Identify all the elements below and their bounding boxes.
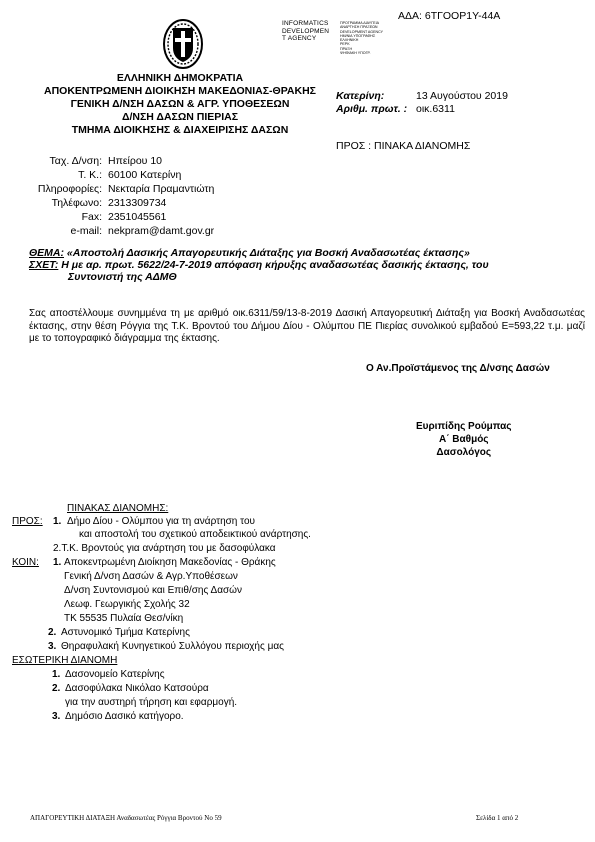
contact-label: e-mail: — [70, 225, 102, 237]
list-item: και αποστολή του σχετικού αποδεικτικού ανάρτησης. — [79, 529, 311, 540]
informatics-logo — [282, 20, 329, 43]
contact-label: Πληροφορίες: — [37, 183, 102, 195]
greek-emblem-icon — [162, 18, 204, 70]
list-item: Δημόσιο Δασικό κατήγορο. — [65, 711, 184, 722]
signature-block — [416, 420, 511, 459]
list-item: Αποκεντρωμένη Διοίκηση Μακεδονίας - Θράκης — [64, 557, 276, 568]
reference-text: Η με αρ. πρωτ. 5622/24-7-2019 απόφαση κήρυξης αναδασωτέας δασικής έκτασης, του — [61, 259, 489, 271]
signatory-name: Ευριπίδης Ρούμπας — [416, 421, 512, 432]
authority-header — [30, 72, 330, 137]
list-item: Δ/νση Συντονισμού και Επιθ/σης Δασών — [64, 585, 242, 596]
signatory-grade: Α΄ Βαθμός — [438, 434, 489, 445]
subject-text: «Αποστολή Δασικής Απαγορευτικής Διάταξης για Βοσκή Αναδασωτέας έκτασης» — [66, 247, 470, 259]
protocol-value: οικ.6311 — [416, 103, 455, 115]
list-item: 2.Τ.Κ. Βροντούς για ανάρτηση του με δασοφύλακα — [53, 543, 276, 554]
list-number: 1. — [53, 516, 62, 527]
header-line: ΕΛΛΗΝΙΚΗ ΔΗΜΟΚΡΑΤΙΑ — [116, 72, 244, 84]
header-line: Δ/ΝΣΗ ΔΑΣΩΝ ΠΙΕΡΙΑΣ — [121, 111, 239, 123]
list-item: Δασονομείο Κατερίνης — [65, 669, 165, 680]
list-item: Δήμο Δίου - Ολύμπου για τη ανάρτηση του — [67, 516, 255, 527]
header-line: ΑΠΟΚΕΝΤΡΩΜΕΝΗ ΔΙΟΙΚΗΣΗ ΜΑΚΕΔΟΝΙΑΣ-ΘΡΑΚΗΣ — [44, 85, 316, 97]
protocol-label: Αριθμ. πρωτ. : — [336, 103, 408, 115]
date-label: Κατερίνη: — [336, 90, 385, 102]
pros-label: ΠΡΟΣ: — [12, 516, 43, 527]
logo-small-line: ΗΜ/ΝΙΑ ΥΠΟΓΡΑΦΗΣ — [340, 33, 376, 38]
list-item: για την αυστηρή τήρηση και εφαρμογή. — [65, 697, 238, 708]
logo-small-line: ΕΛΛΗΝΙΚΗ — [340, 38, 359, 43]
logo-line: DEVELOPMEN — [282, 27, 330, 35]
reference-text-cont: Συντονιστή της ΑΔΜΘ — [68, 271, 177, 283]
koin-label: ΚΟΙΝ: — [12, 557, 39, 568]
header-line: ΓΕΝΙΚΗ Δ/ΝΣΗ ΔΑΣΩΝ & ΑΓΡ. ΥΠΟΘΕΣΕΩΝ — [70, 98, 290, 110]
list-number: 2. — [48, 627, 57, 638]
logo-line: INFORMATICS — [282, 20, 329, 27]
list-item: Αστυνομικό Τμήμα Κατερίνης — [61, 627, 190, 638]
recipient-line: ΠΡΟΣ : ΠΙΝΑΚΑ ΔΙΑΝΟΜΗΣ — [336, 140, 471, 152]
footer-page-number: Σελίδα 1 από 2 — [476, 814, 519, 822]
contact-label: Fax: — [81, 211, 102, 223]
header-line: ΤΜΗΜΑ ΔΙΟΙΚΗΣΗΣ & ΔΙΑΧΕΙΡΙΣΗΣ ΔΑΣΩΝ — [71, 124, 289, 136]
list-number: 2. — [52, 683, 61, 694]
logo-small-line: DEVELOPMENT AGENCY — [340, 29, 384, 34]
list-number: 1. — [52, 669, 61, 680]
contact-block — [30, 154, 214, 238]
email-link[interactable]: nekpram@damt.gov.gr — [108, 225, 215, 237]
list-item: Γενική Δ/νση Δασών & Αγρ.Υποθέσεων — [64, 571, 238, 582]
informatics-logo-small-text — [340, 21, 383, 55]
distribution-title: ΠΙΝΑΚΑΣ ΔΙΑΝΟΜΗΣ: — [67, 503, 169, 514]
subject-block — [29, 247, 489, 283]
footer-document-name: ΑΠΑΓΟΡΕΥΤΙΚΗ ΔΙΑΤΑΞΗ Αναδασωτέας Ρόγγια Βροντού Νο 59 — [30, 814, 222, 822]
date-value: 13 Αυγούστου 2019 — [416, 90, 508, 102]
contact-value: Ηπείρου 10 — [108, 155, 162, 167]
contact-value: 60100 Κατερίνη — [108, 169, 182, 181]
contact-label: Ταχ. Δ/νση: — [49, 155, 102, 167]
list-item: Λεωφ. Γεωργικής Σχολής 32 — [64, 599, 190, 610]
contact-value: 2351045561 — [108, 211, 167, 223]
logo-small-line: ΨΗΦΙΑΚΗ ΥΠΟΓΡ. — [340, 51, 371, 56]
list-number: 3. — [48, 641, 57, 652]
subject-key: ΘΕΜΑ: — [29, 247, 64, 259]
body-paragraph: Σας αποστέλλουμε συνημμένα τη με αριθμό οικ.6311/59/13-8-2019 Δασική Απαγορευτική Διάταξη για Βοσκή Αναδασωτέας έκτασης, στην θέση Ρόγγια της Τ.Κ. Βροντού του Δήμου Δίου - Ολύμπου ΠΕ Πιερίας συνολικού εμβαδού Ε=593,22 τ.μ. μαζί με το τοπογραφικό διάγραμμα της έκτασης. — [29, 308, 585, 344]
ada-code: ΑΔΑ: 6ΤΓΟΟΡ1Υ-44Α — [398, 10, 501, 22]
reference-key: ΣΧΕΤ: — [29, 259, 59, 271]
signatory-role: Ο Αν.Προϊστάμενος της Δ/νσης Δασών — [366, 363, 550, 374]
contact-value: 2313309734 — [108, 197, 167, 209]
logo-small-line: ΠΡΑΞΗ — [340, 46, 353, 51]
list-number: 3. — [52, 711, 61, 722]
internal-distribution-title: ΕΣΩΤΕΡΙΚΗ ΔΙΑΝΟΜΗ — [12, 655, 118, 666]
list-item: Θηραφυλακή Κυνηγετικού Συλλόγου περιοχής μας — [61, 641, 284, 652]
list-item: Δασοφύλακα Νικόλαο Κατσούρα — [65, 683, 209, 694]
signatory-title: Δασολόγος — [436, 447, 492, 458]
logo-small-line: ΑΝΑΡΤΗΣΗ ΠΡΑΞΕΩΝ — [340, 25, 378, 30]
logo-small-line: ΠΡΟΓΡΑΜΜΑ ΔΙΑΥΓΕΙΑ — [340, 21, 379, 25]
logo-small-line: ΡΕΡΚ — [340, 42, 350, 47]
list-item: ΤΚ 55535 Πυλαία Θεσ/νίκη — [64, 613, 184, 624]
logo-line: T AGENCY — [282, 35, 317, 42]
contact-value: Νεκταρία Πραμαντιώτη — [108, 183, 215, 195]
contact-label: Τηλέφωνο: — [51, 197, 102, 209]
list-number: 1. — [53, 557, 62, 568]
date-protocol-block — [336, 90, 508, 116]
contact-label: Τ. Κ.: — [78, 169, 102, 181]
